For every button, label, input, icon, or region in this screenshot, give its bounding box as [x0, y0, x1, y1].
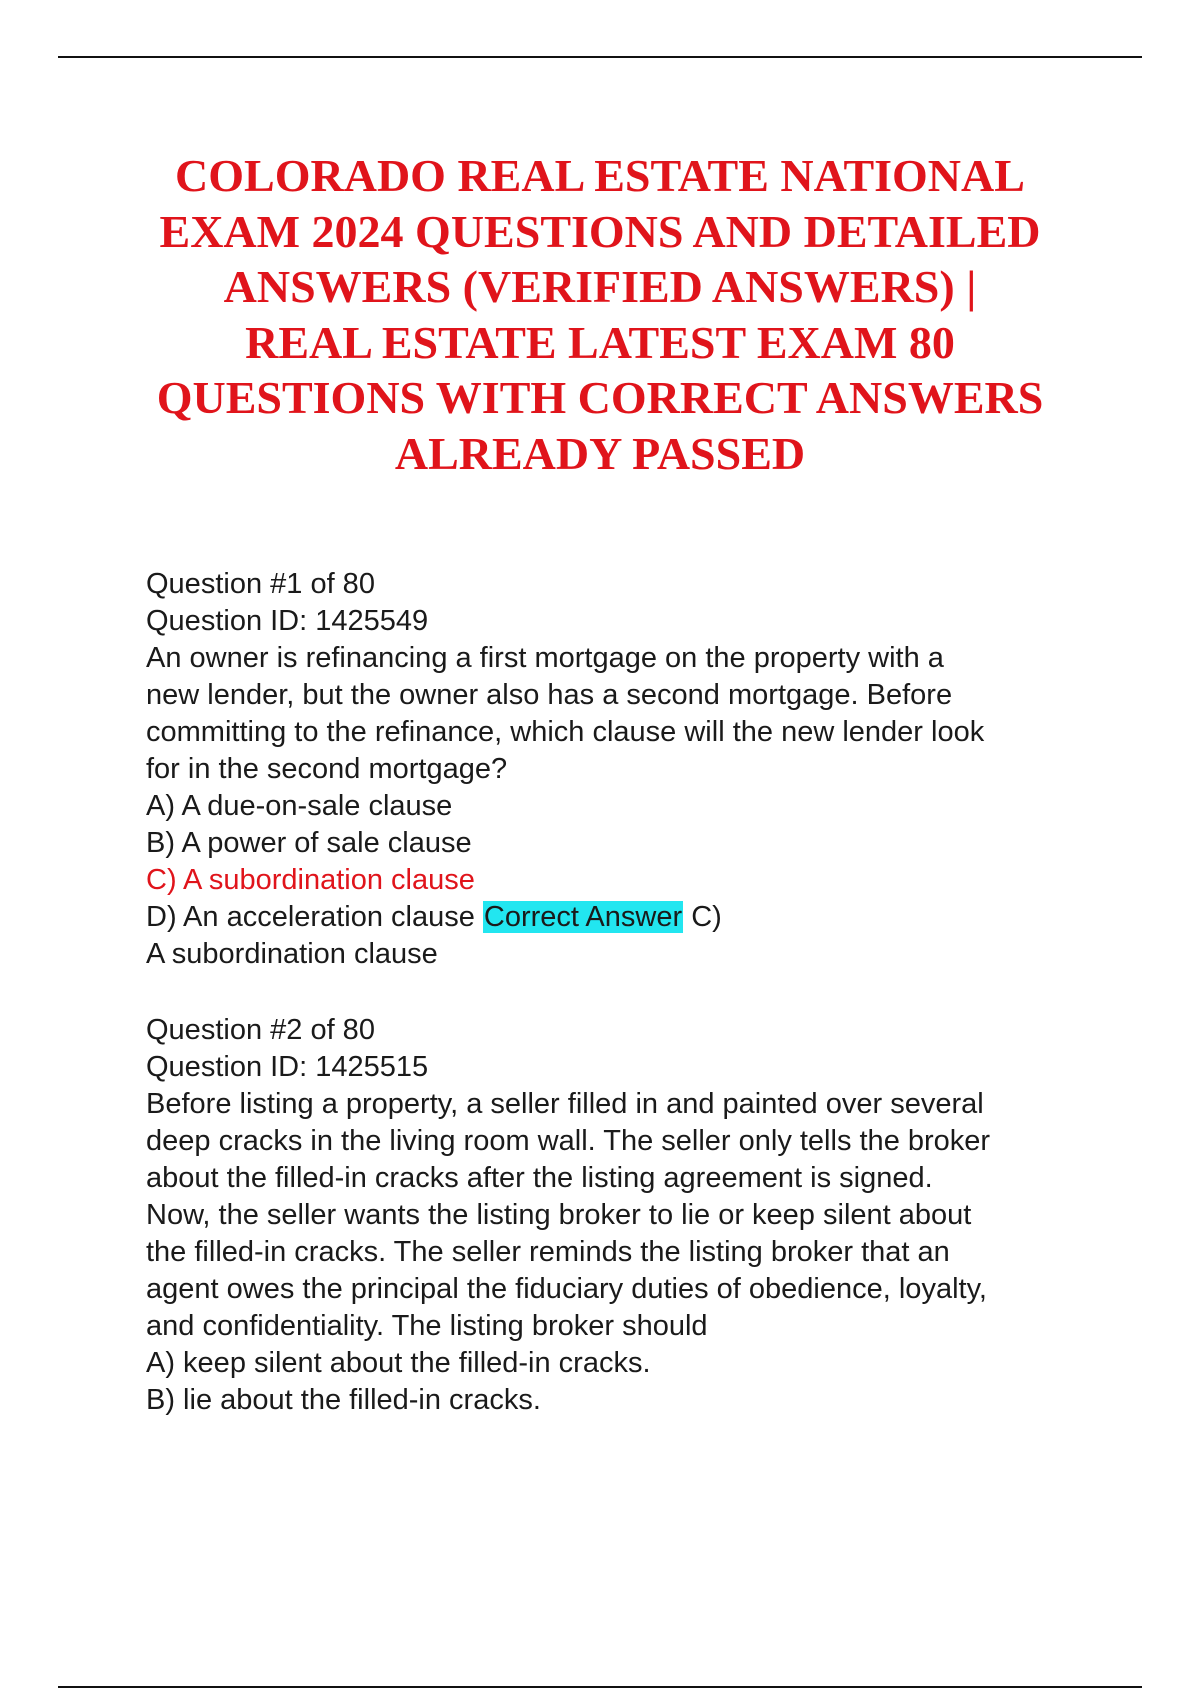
footer-rule [58, 1686, 1142, 1688]
question-stem-line: the filled-in cracks. The seller reminds the listing broker that an [146, 1236, 950, 1268]
document-title [140, 148, 1060, 481]
answer-option-d: D) An acceleration clause [146, 901, 475, 933]
correct-answer-letter: C) [691, 901, 722, 933]
answer-option-d-line [146, 899, 1146, 936]
question-stem-line: Now, the seller wants the listing broker to lie or keep silent about [146, 1199, 972, 1231]
correct-answer-text: A subordination clause [146, 938, 438, 970]
title-line: ALREADY PASSED [394, 427, 806, 479]
question-stem-line: An owner is refinancing a first mortgage on the property with a [146, 642, 944, 674]
answer-option-a: A) A due-on-sale clause [146, 790, 453, 822]
question-block-1 [146, 566, 1146, 973]
answer-option-a: A) keep silent about the filled-in cracks. [146, 1347, 651, 1379]
title-line: REAL ESTATE LATEST EXAM 80 [245, 316, 955, 368]
header-rule [58, 56, 1142, 58]
question-id: Question ID: 1425515 [146, 1051, 429, 1083]
question-id: Question ID: 1425549 [146, 605, 429, 637]
correct-answer-highlight: Correct Answer [483, 901, 683, 933]
title-line: EXAM 2024 QUESTIONS AND DETAILED [159, 205, 1041, 257]
question-stem-line: new lender, but the owner also has a second mortgage. Before [146, 679, 953, 711]
question-stem-line: about the filled-in cracks after the listing agreement is signed. [146, 1162, 933, 1194]
answer-option-b: B) lie about the filled-in cracks. [146, 1384, 541, 1416]
question-number: Question #1 of 80 [146, 568, 375, 600]
question-number: Question #2 of 80 [146, 1014, 375, 1046]
title-line: COLORADO REAL ESTATE NATIONAL [175, 150, 1025, 201]
title-line: QUESTIONS WITH CORRECT ANSWERS [156, 372, 1044, 423]
title-line: ANSWERS (VERIFIED ANSWERS) | [223, 261, 977, 312]
question-stem-line: deep cracks in the living room wall. The seller only tells the broker [146, 1125, 991, 1157]
question-stem-line: Before listing a property, a seller filled in and painted over several [146, 1088, 984, 1120]
answer-option-b: B) A power of sale clause [146, 827, 472, 859]
question-stem-line: agent owes the principal the fiduciary duties of obedience, loyalty, [146, 1273, 987, 1305]
answer-option-c-correct: C) A subordination clause [146, 864, 475, 896]
question-stem-line: committing to the refinance, which clause will the new lender look [146, 716, 985, 748]
question-stem-line: and confidentiality. The listing broker should [146, 1310, 708, 1342]
question-block-2 [146, 1012, 1146, 1419]
question-stem-line: for in the second mortgage? [146, 753, 508, 785]
